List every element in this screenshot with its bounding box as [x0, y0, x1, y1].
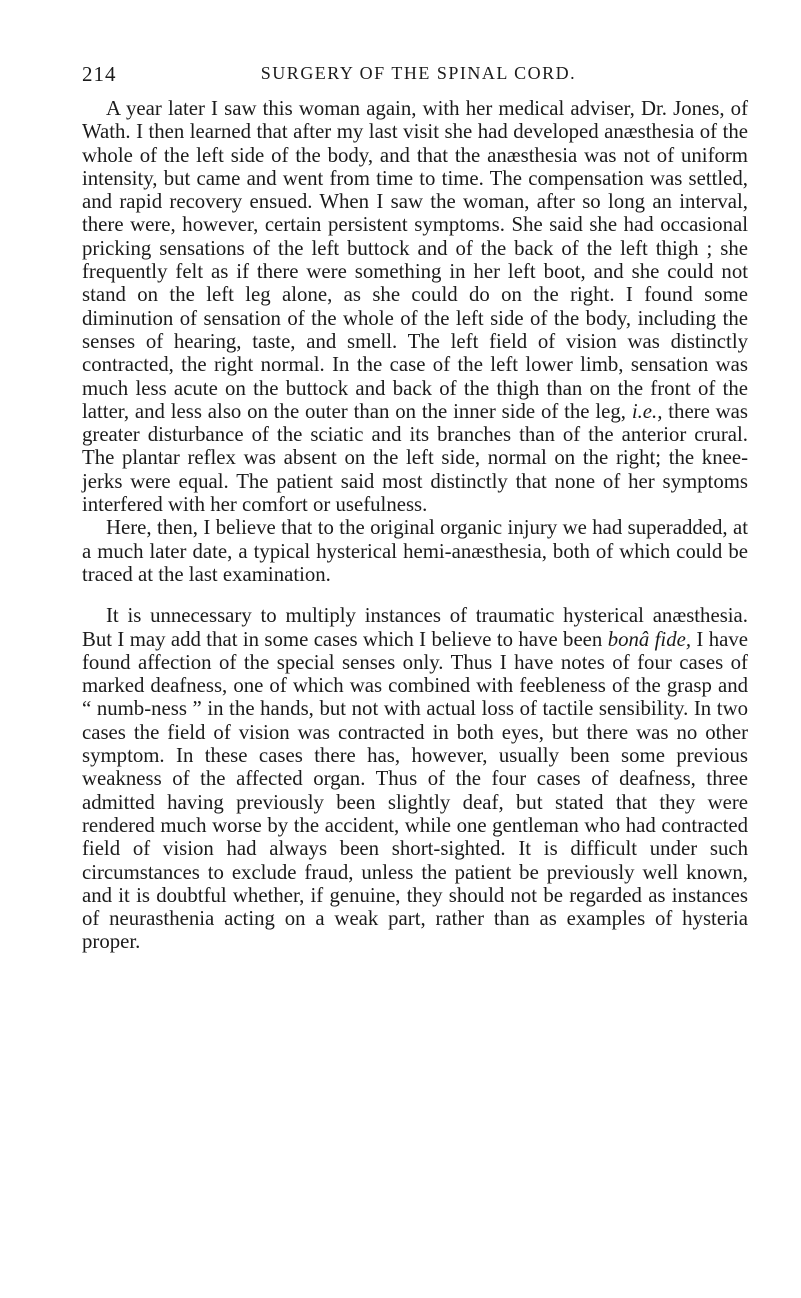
paragraph-1 [82, 97, 748, 516]
running-header [82, 62, 755, 88]
paragraph-1-text-cont: there was greater disturbance of the sciatic and its branches than of the anterior crural. The plantar reflex was absent on the left side, normal on the right; the knee-jerks were equal. The patient said most distinctly that none of her symptoms interfered with her comfort or usefulness. [82, 399, 749, 517]
body-text [82, 97, 748, 954]
ie-abbreviation: i.e., [631, 399, 663, 423]
page-number: 214 [82, 62, 117, 86]
paragraph-3-text-start: It is unnecessary to multiply instances of traumatic hysterical anæsthesia. But I may add that in some cases which I believe to have been [82, 604, 748, 651]
paragraph-2 [82, 516, 748, 586]
paragraph-3-text: I have found affection of the special senses only. Thus I have notes of four cases of marked deafness, one of which was combined with feebleness of the grasp and “ numb-ness ” in the hands, but not with actual loss of tactile sensibility. In two cases the field of vision was contracted in both eyes, but there was no other symptom. In these cases there has, however, usually been some previous weakness of the affected organ. Thus of the four cases of deafness, three admitted having previously been slightly deaf, but stated that they were rendered much worse by the accident, while one gentleman who had contracted field of vision had always been short-sighted. It is difficult under such circumstances to exclude fraud, unless the patient be previously well known, and it is doubtful whether, if genuine, they should not be regarded as instances of neurasthenia acting on a weak part, rather than as examples of hysteria proper. [82, 627, 748, 954]
paragraph-1-text: A year later I saw this woman again, with her medical adviser, Dr. Jones, of Wath. I then learned that after my last visit she had developed anæsthesia of the whole of the left side of the body, and that the anæsthesia was not of uniform intensity, but came and went from time to time. The compensation was settled, and rapid recovery ensued. When I saw the woman, after so long an interval, there were, however, certain persistent symptoms. She said she had occasional pricking sensations of the left buttock and of the back of the left thigh ; she frequently felt as if there were something in her left boot, and she could not stand on the left leg alone, as she could do on the right. I found some diminution of sensation of the whole of the left side of the body, including the senses of hearing, taste, and smell. The left field of vision was distinctly contracted, the right normal. In the case of the left lower limb, sensation was much less acute on the buttock and back of the thigh than on the front of the latter, and less also on the outer than on the inner side of the leg, [82, 97, 748, 423]
bona-fide-phrase: bonâ fide, [607, 627, 692, 651]
running-title: SURGERY OF THE SPINAL CORD. [260, 63, 577, 83]
paragraph-3 [82, 604, 748, 953]
paragraph-2-text: Here, then, I believe that to the original organic injury we had superadded, at a much later date, a typical hysterical hemi-anæsthesia, both of which could be traced at the last examination. [82, 516, 748, 586]
